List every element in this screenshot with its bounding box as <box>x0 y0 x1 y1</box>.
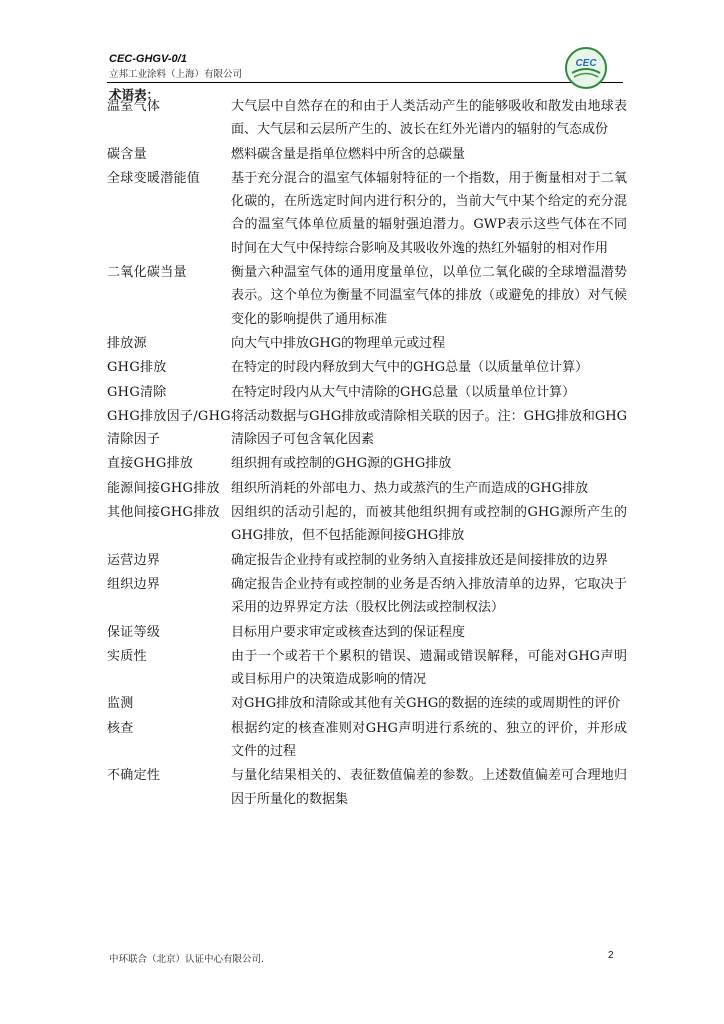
glossary-term: 核查 <box>107 720 134 736</box>
glossary-row <box>107 549 627 572</box>
glossary-term: 保证等级 <box>107 624 161 640</box>
glossary-definition: 确定报告企业持有或控制的业务是否纳入排放清单的边界，它取决于采用的边界界定方法（股权比例法或控制权法） <box>231 576 627 616</box>
glossary-row <box>107 621 627 644</box>
header-rule <box>107 82 623 83</box>
glossary-row <box>107 717 627 764</box>
glossary-definition: 燃料碳含量是指单位燃料中所含的总碳量 <box>231 146 466 162</box>
glossary-row <box>107 356 627 379</box>
section-title: 术语表： <box>109 87 160 102</box>
glossary-term: GHG排放 <box>107 360 167 376</box>
glossary-row <box>107 573 627 620</box>
glossary-definition: 在特定的时段内释放到大气中的GHG总量（以质量单位计算） <box>231 360 589 376</box>
glossary-term: 温室气体 <box>107 99 161 114</box>
glossary-row <box>107 477 627 500</box>
footer-company: 中环联合（北京）认证中心有限公司. <box>109 954 265 965</box>
header-doc-code: CEC-GHGV-0/1 <box>109 53 187 65</box>
glossary-definition: 对GHG排放和清除或其他有关GHG的数据的连续的或周期性的评价 <box>231 696 621 712</box>
glossary-definition: 大气层中自然存在的和由于人类活动产生的能够吸收和散发由地球表面、大气层和云层所产生的、波长在红外光谱内的辐射的气态成份 <box>231 99 627 138</box>
glossary-row <box>107 692 627 715</box>
glossary-row <box>107 143 627 166</box>
glossary-definition: 组织拥有或控制的GHG源的GHG排放 <box>231 456 452 472</box>
glossary-definition: 在特定时段内从大气中清除的GHG总量（以质量单位计算） <box>231 384 576 400</box>
glossary-row <box>107 405 627 452</box>
glossary-term: 直接GHG排放 <box>107 456 194 472</box>
glossary-definition: 衡量六种温室气体的通用度量单位，以单位二氧化碳的全球增温潜势表示。这个单位为衡量不同温室气体的排放（或避免的排放）对气候变化的影响提供了通用标准 <box>231 265 627 327</box>
glossary-term: GHG排放因子/GHG清除因子 <box>107 408 231 448</box>
glossary-row <box>107 261 627 331</box>
glossary-definition: 向大气中排放GHG的物理单元或过程 <box>231 335 446 351</box>
glossary-term: 其他间接GHG排放 <box>107 505 220 521</box>
logo-text: CEC <box>575 58 597 69</box>
glossary-definition: 根据约定的核查准则对GHG声明进行系统的、独立的评价，并形成文件的过程 <box>231 720 627 760</box>
glossary-term: 全球变暖潜能值 <box>107 170 201 186</box>
glossary-term: GHG清除 <box>107 384 167 400</box>
glossary-definition: 基于充分混合的温室气体辐射特征的一个指数，用于衡量相对于二氧化碳的，在所选定时间内进行积分的，当前大气中某个给定的充分混合的温室气体单位质量的辐射强迫潜力。GWP表示这些气体在不同时间在大气中保持综合影响及其吸收外逸的热红外辐射的相对作用 <box>231 170 627 256</box>
glossary-term: 监测 <box>107 696 134 712</box>
glossary-row <box>107 167 627 260</box>
glossary-term: 二氧化碳当量 <box>107 265 187 281</box>
glossary-definition: 与量化结果相关的、表征数值偏差的参数。上述数值偏差可合理地归因于所量化的数据集 <box>231 768 627 807</box>
glossary-row <box>107 452 627 475</box>
glossary-term: 运营边界 <box>107 552 161 568</box>
page-number: 2 <box>608 950 614 961</box>
glossary-term: 碳含量 <box>107 146 147 162</box>
glossary-definition: 确定报告企业持有或控制的业务纳入直接排放还是间接排放的边界 <box>231 552 609 568</box>
glossary-row <box>107 764 627 811</box>
glossary-definition: 因组织的活动引起的，而被其他组织拥有或控制的GHG源所产生的GHG排放，但不包括能源间接GHG排放 <box>231 505 627 544</box>
glossary-definition: 目标用户要求审定或核查达到的保证程度 <box>231 624 466 640</box>
glossary-term: 排放源 <box>107 335 147 351</box>
glossary-row <box>107 645 627 692</box>
glossary-row <box>107 95 627 142</box>
glossary-definition: 将活动数据与GHG排放或清除相关联的因子。注：GHG排放和GHG清除因子可包含氧化因素 <box>231 408 627 448</box>
glossary-list <box>107 95 627 812</box>
glossary-term: 组织边界 <box>107 576 161 592</box>
glossary-definition: 由于一个或若干个累积的错误、遗漏或错误解释，可能对GHG声明或目标用户的决策造成影响的情况 <box>231 648 627 688</box>
glossary-row <box>107 381 627 404</box>
cec-logo-icon <box>564 46 608 90</box>
glossary-term: 能源间接GHG排放 <box>107 480 220 496</box>
glossary-term: 实质性 <box>107 648 147 664</box>
header-company: 立邦工业涂料（上海）有限公司 <box>109 69 243 80</box>
glossary-row <box>107 332 627 355</box>
glossary-definition: 组织所消耗的外部电力、热力或蒸汽的生产而造成的GHG排放 <box>231 480 589 496</box>
glossary-row <box>107 501 627 548</box>
glossary-term: 不确定性 <box>107 768 161 784</box>
